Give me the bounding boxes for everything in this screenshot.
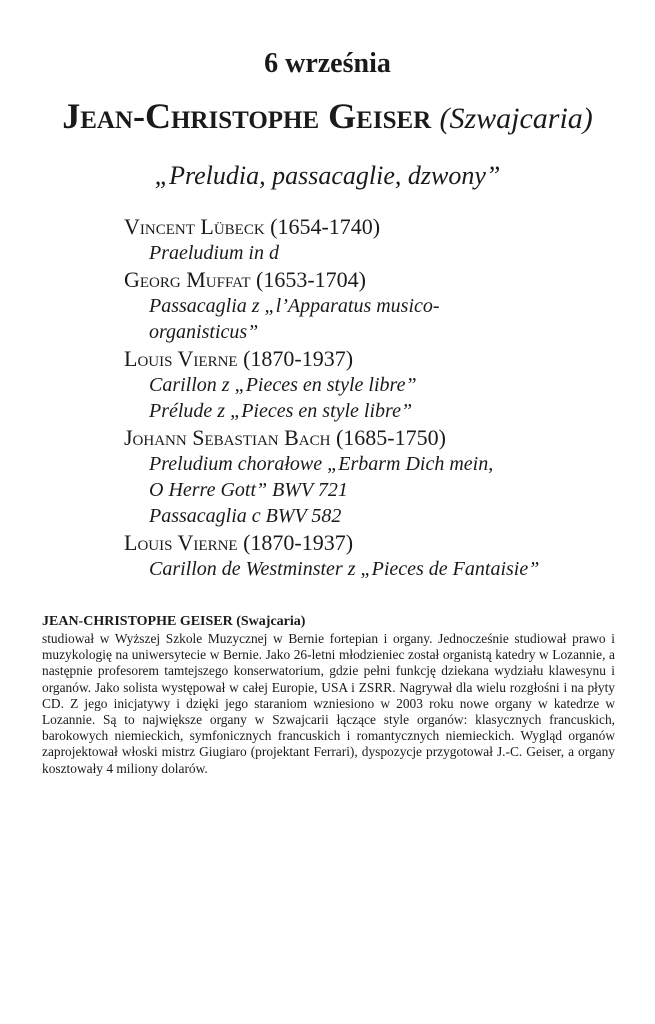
programme-list	[124, 213, 644, 582]
composer-muffat: Georg Muffat (1653-1704)	[124, 267, 366, 292]
composer-vierne: Louis Vierne (1870-1937)	[124, 346, 354, 371]
work-item: Passacaglia z „l’Apparatus musico-	[149, 295, 440, 317]
work-item: Praeludium in d	[149, 242, 279, 264]
work-item: organisticus”	[149, 321, 259, 343]
programme-title: „Preludia, passacaglie, dzwony”	[154, 161, 501, 190]
work-item: Preludium chorałowe „Erbarm Dich mein,	[149, 453, 494, 475]
work-item: Prélude z „Pieces en style libre”	[149, 400, 413, 422]
work-item: O Herre Gott” BWV 721	[149, 479, 348, 501]
work-item: Carillon de Westminster z „Pieces de Fantaisie”	[149, 558, 540, 580]
bio-heading: JEAN-CHRISTOPHE GEISER (Swajcaria)	[42, 614, 306, 629]
performer-name: Jean-Christophe Geiser	[62, 96, 432, 136]
work-item: Carillon z „Pieces en style libre”	[149, 374, 417, 396]
work-item: Passacaglia c BWV 582	[149, 505, 342, 527]
composer-bach: Johann Sebastian Bach (1685-1750)	[124, 425, 446, 450]
performer-line	[0, 95, 655, 140]
bio-text: studiował w Wyższej Szkole Muzycznej w Bernie fortepian i organy. Jednocześnie studiował prawo i muzykologię na uniwersytecie w Bernie. Jako 26-letni młodzieniec został organistą katedry w Lozannie, a następnie profesorem tamtejszego konserwatorium, gdzie pełni funkcję dziekana wydziału klawesynu i organów. Jako solista występował w całej Europie, USA i ZSRR. Nagrywał dla wielu rozgłośni i na płyty CD. Z jego inicjatywy i dzięki jego staraniom wzniesiono w 2003 roku nowe organy w katedrze w Lozannie. Są to największe organy w Szwajcarii łączące style organów: klasycznych francuskich, barokowych niemieckich, symfonicznych francuskich i romantycznych niemieckich. Wygląd organów zaprojektował włoski mistrz Giugiaro (projektant Ferrari), dyspozycje przygotował J.-C. Geiser, a organy kosztowały 4 miliony dolarów.	[42, 631, 615, 776]
biography	[42, 613, 615, 777]
composer-vierne-2: Louis Vierne (1870-1937)	[124, 530, 354, 555]
concert-date: 6 września	[264, 48, 391, 79]
composer-lubeck: Vincent Lübeck (1654-1740)	[124, 214, 381, 239]
performer-country: (Szwajcaria)	[439, 102, 593, 135]
